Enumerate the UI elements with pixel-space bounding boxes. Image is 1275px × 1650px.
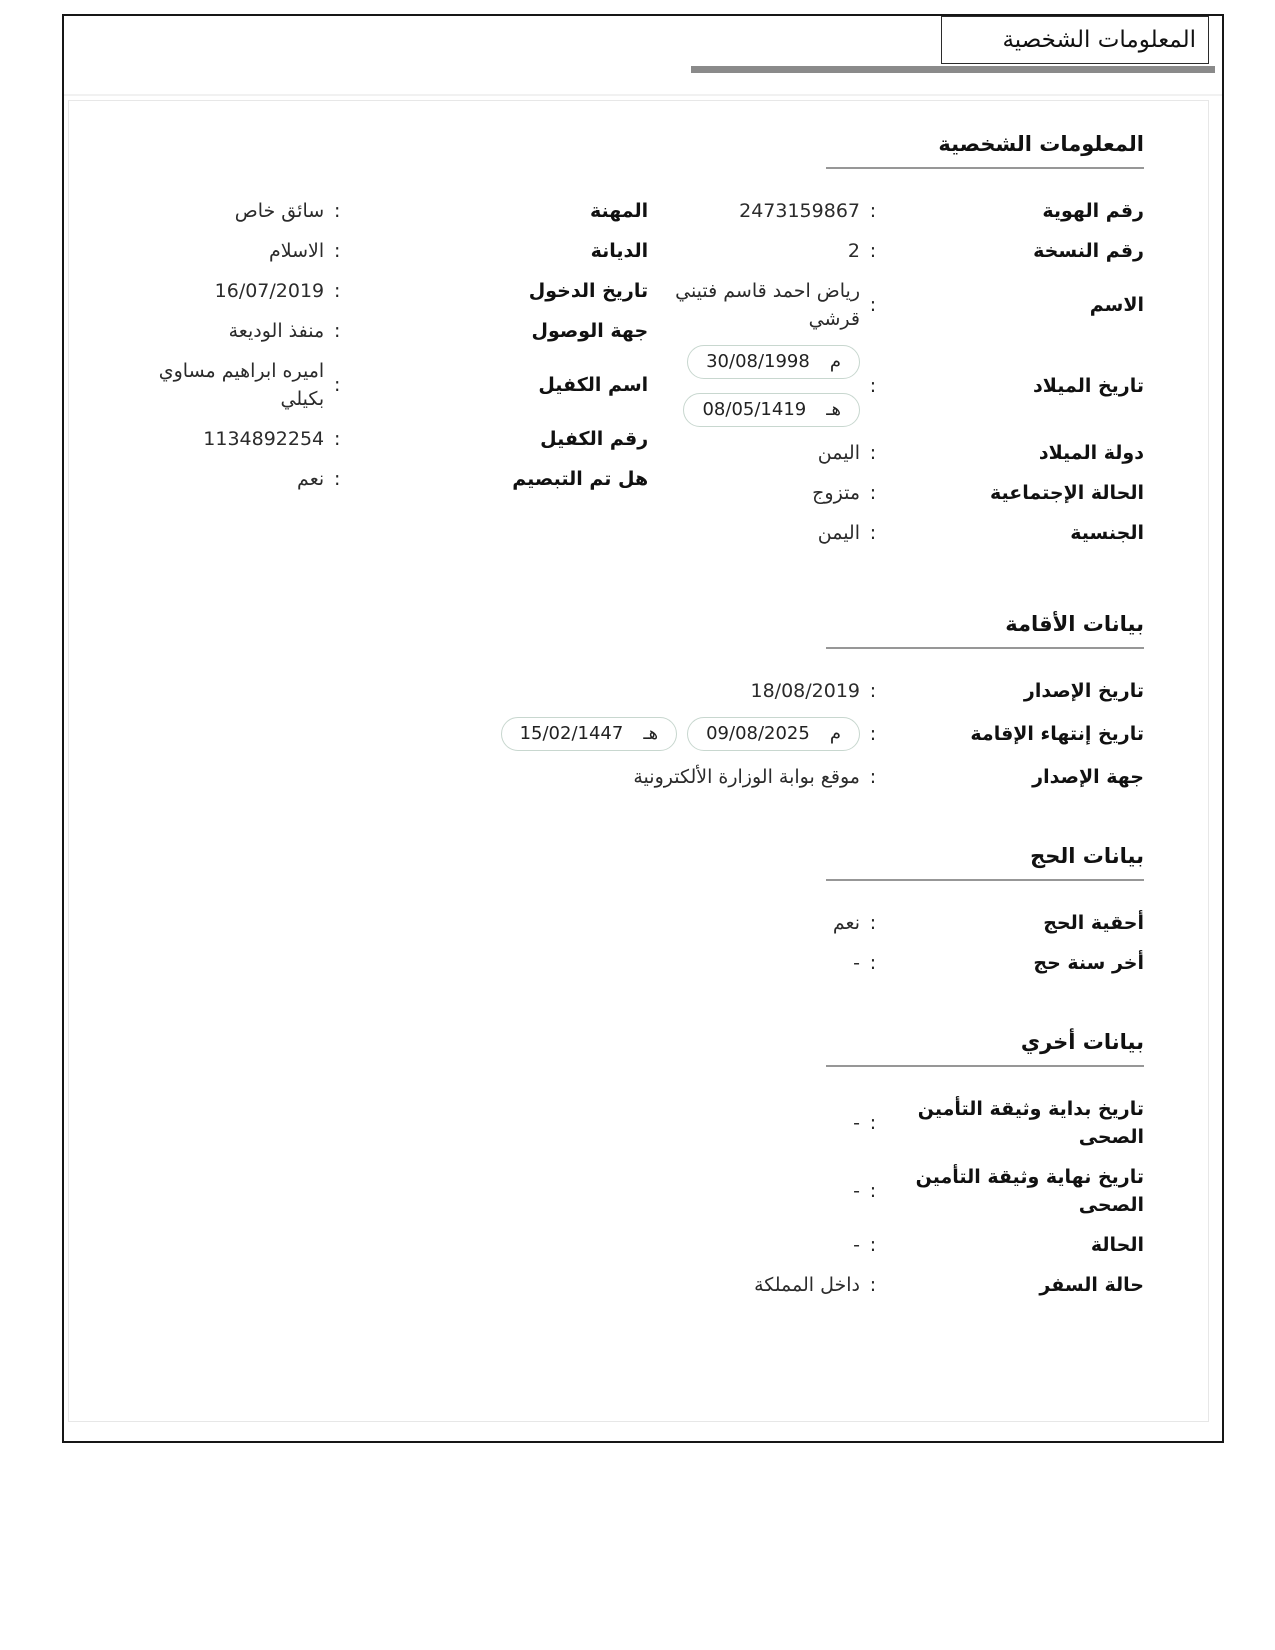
field-label: الديانة (590, 240, 649, 262)
field-label: حالة السفر (1039, 1274, 1144, 1296)
field-colon: : (333, 320, 341, 342)
field-row-issuer (89, 763, 1144, 791)
field-row-occupation (89, 197, 648, 225)
field-colon: : (869, 442, 877, 464)
field-colon: : (869, 240, 877, 262)
gregorian-calendar-letter: م (829, 723, 841, 744)
section-underline (826, 167, 1144, 169)
field-label: رقم الهوية (1042, 200, 1144, 222)
outer-frame (62, 14, 1224, 1443)
hijri-date-chip (683, 393, 860, 427)
section-other-data (89, 1027, 1144, 1299)
gregorian-date-chip (687, 345, 860, 379)
field-label: تاريخ الميلاد (1033, 375, 1144, 397)
field-colon: : (333, 200, 341, 222)
field-colon: : (869, 1274, 877, 1296)
field-label: أخر سنة حج (1033, 952, 1144, 974)
field-value: - (853, 1112, 860, 1134)
tab-personal-info-label: المعلومات الشخصية (1002, 27, 1196, 53)
personal-columns (89, 197, 1144, 559)
field-row-arrival-port (89, 317, 648, 345)
field-colon: : (869, 375, 877, 397)
field-label: أحقية الحج (1043, 912, 1144, 934)
field-label: تاريخ الدخول (528, 280, 649, 302)
field-value: موقع بوابة الوزارة الألكترونية (633, 766, 860, 788)
personal-column-right (648, 197, 1144, 559)
field-row-id-number (648, 197, 1144, 225)
field-row-sponsor-number (89, 425, 648, 453)
field-row-birth-date (648, 345, 1144, 427)
field-value: - (853, 1180, 860, 1202)
hajj-rows (89, 909, 1144, 977)
field-row-copy-number (648, 237, 1144, 265)
hijri-date-value: 15/02/1447 (519, 723, 624, 744)
tab-bar (64, 16, 1222, 96)
section-hajj (89, 841, 1144, 977)
field-row-marital-status (648, 479, 1144, 507)
section-title: بيانات أخري (1020, 1030, 1144, 1054)
field-colon: : (333, 240, 341, 262)
gregorian-date-chip (687, 717, 860, 751)
field-value: 2473159867 (739, 200, 860, 222)
field-colon: : (333, 428, 341, 450)
field-colon: : (869, 294, 877, 316)
field-value: 16/07/2019 (214, 280, 325, 302)
hijri-calendar-letter: هـ (643, 723, 659, 744)
section-title: المعلومات الشخصية (938, 132, 1144, 156)
field-colon: : (869, 482, 877, 504)
tab-active-indicator (691, 66, 1215, 73)
section-title: بيانات الأقامة (1005, 612, 1144, 636)
field-row-residence-expiry (89, 717, 1144, 751)
field-row-nationality (648, 519, 1144, 547)
field-label: جهة الإصدار (1032, 766, 1144, 788)
field-label: الحالة (1090, 1234, 1144, 1256)
other-rows (89, 1095, 1144, 1299)
tab-personal-info[interactable] (941, 16, 1209, 64)
field-value: 1134892254 (203, 428, 325, 450)
expiry-date-chips (501, 717, 860, 751)
field-label: رقم الكفيل (540, 428, 649, 450)
section-underline (826, 1065, 1144, 1067)
hijri-calendar-letter: هـ (826, 399, 841, 420)
field-row-hajj-eligibility (89, 909, 1144, 937)
field-colon: : (869, 680, 877, 702)
field-label: تاريخ بداية وثيقة التأمين الصحى (917, 1098, 1144, 1148)
field-row-last-hajj-year (89, 949, 1144, 977)
field-row-religion (89, 237, 648, 265)
field-value: اميره ابراهيم مساوي بكيلي (158, 360, 325, 410)
field-label: هل تم التبصيم (512, 468, 649, 490)
field-label: المهنة (589, 200, 649, 222)
field-value: 2 (847, 240, 860, 262)
section-personal-info (89, 129, 1144, 559)
section-underline (826, 647, 1144, 649)
field-value: رياض احمد قاسم فتيني قرشي (675, 280, 860, 330)
field-value: الاسلام (269, 240, 325, 262)
info-card (68, 100, 1209, 1422)
field-row-issue-date (89, 677, 1144, 705)
field-value: اليمن (817, 442, 860, 464)
field-colon: : (333, 468, 341, 490)
field-colon: : (869, 200, 877, 222)
field-value: - (853, 952, 860, 974)
field-value: داخل المملكة (754, 1274, 860, 1296)
field-row-name (648, 277, 1144, 333)
field-value: سائق خاص (234, 200, 325, 222)
field-label: الجنسية (1070, 522, 1144, 544)
field-colon: : (869, 766, 877, 788)
field-value: 18/08/2019 (750, 680, 860, 702)
field-colon: : (869, 952, 877, 974)
field-value: - (853, 1234, 860, 1256)
field-colon: : (869, 723, 877, 745)
field-value: نعم (297, 468, 325, 490)
field-row-birth-country (648, 439, 1144, 467)
field-label: جهة الوصول (531, 320, 649, 342)
field-row-entry-date (89, 277, 648, 305)
field-colon: : (869, 522, 877, 544)
field-colon: : (333, 280, 341, 302)
field-value: اليمن (817, 522, 860, 544)
field-label: الحالة الإجتماعية (990, 482, 1144, 504)
section-title: بيانات الحج (1030, 844, 1144, 868)
field-colon: : (869, 1234, 877, 1256)
section-underline (826, 879, 1144, 881)
field-row-fingerprinted (89, 465, 648, 493)
field-row-insurance-end (89, 1163, 1144, 1219)
field-colon: : (869, 1112, 877, 1134)
residence-rows (89, 677, 1144, 791)
gregorian-date-value: 09/08/2025 (706, 723, 810, 744)
field-label: تاريخ الإصدار (1023, 680, 1144, 702)
field-label: الاسم (1089, 294, 1144, 316)
field-colon: : (869, 912, 877, 934)
hijri-date-chip (501, 717, 678, 751)
gregorian-date-value: 30/08/1998 (706, 351, 810, 372)
field-row-insurance-start (89, 1095, 1144, 1151)
field-value: نعم (832, 912, 860, 934)
field-colon: : (869, 1180, 877, 1202)
field-label: تاريخ نهاية وثيقة التأمين الصحى (915, 1166, 1144, 1216)
field-value: متزوج (812, 482, 860, 504)
personal-column-left (89, 197, 648, 505)
field-colon: : (333, 374, 341, 396)
field-value: منفذ الوديعة (228, 320, 325, 342)
field-label: اسم الكفيل (538, 374, 649, 396)
birth-date-chips (683, 345, 860, 427)
field-row-travel-status (89, 1271, 1144, 1299)
gregorian-calendar-letter: م (829, 351, 841, 372)
field-row-status (89, 1231, 1144, 1259)
section-residence (89, 609, 1144, 791)
field-row-sponsor-name (89, 357, 648, 413)
hijri-date-value: 08/05/1419 (702, 399, 807, 420)
field-label: دولة الميلاد (1038, 442, 1144, 464)
field-label: رقم النسخة (1033, 240, 1144, 262)
field-label: تاريخ إنتهاء الإقامة (970, 723, 1144, 745)
